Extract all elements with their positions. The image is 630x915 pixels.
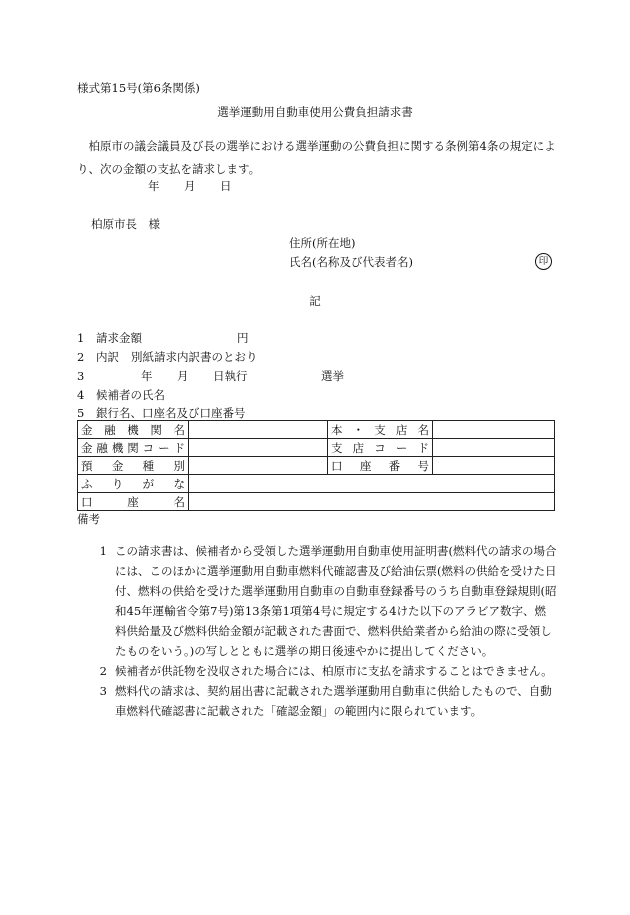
date-year: 年: [148, 179, 160, 193]
account-number-field[interactable]: [433, 457, 555, 475]
list-item: [77, 661, 557, 681]
financial-institution-label: 金融機関名: [78, 421, 189, 439]
election-text: 選挙: [321, 369, 344, 383]
intro-paragraph: [77, 135, 557, 180]
seal-mark: 印: [535, 253, 552, 270]
note-text: 燃料代の請求は、契約届出書に記載された選挙運動用自動車に供給したもので、自動車燃料代確認書に記載された「確認金額」の範囲内に限られています。: [115, 684, 552, 718]
yen-unit: 円: [237, 331, 249, 345]
account-number-label: 口座番号: [328, 457, 433, 475]
furigana-field[interactable]: [189, 475, 555, 493]
date-month: 月: [184, 179, 196, 193]
item-number: 5: [77, 406, 85, 420]
bank-table: [77, 420, 555, 511]
notes-list: [77, 541, 557, 721]
table-row: [78, 439, 555, 457]
account-name-field[interactable]: [189, 493, 555, 511]
candidate-label: 候補者の氏名: [96, 388, 165, 402]
item-number: 3: [77, 369, 85, 383]
election-year: 年: [141, 369, 153, 383]
table-row: [78, 457, 555, 475]
list-item: [77, 541, 557, 661]
claim-amount-label: 請求金額: [96, 331, 142, 345]
note-number: 1: [99, 544, 107, 558]
financial-institution-field[interactable]: [189, 421, 328, 439]
breakdown-label: 内訳: [96, 350, 119, 364]
form-title: 選挙運動用自動車使用公費負担請求書: [217, 105, 413, 119]
institution-code-field[interactable]: [189, 439, 328, 457]
note-text: 候補者が供託物を没収された場合には、柏原市に支払を請求することはできません。: [115, 664, 553, 678]
furigana-label: ふりがな: [78, 475, 189, 493]
deposit-type-field[interactable]: [189, 457, 328, 475]
branch-label: 本・支店名: [328, 421, 433, 439]
note-text: この請求書は、候補者から受領した選挙運動用自動車使用証明書(燃料代の請求の場合には、このほかに選挙運動用自動車燃料代確認書及び給油伝票(燃料の供給を受けた日付、燃料の供給を受けた選挙運動用自動車の自動車登録番号のうち自動車登録規則(昭和45年運輸省令第7号)第13条第1項第4号に規定する4けた以下のアラビア数字、燃料供給量及び燃料供給金額が記載された書面で、燃料供給業者から給油の際に受領したものをいう。)の写しとともに選挙の期日後速やかに提出してください。: [115, 544, 557, 658]
note-number: 2: [99, 664, 107, 678]
bank-label: 銀行名、口座名及び口座番号: [96, 406, 246, 420]
breakdown-text: 別紙請求内訳書のとおり: [131, 350, 258, 364]
address-label: 住所(所在地): [289, 236, 356, 250]
branch-field[interactable]: [433, 421, 555, 439]
item-number: 1: [77, 331, 85, 345]
note-number: 3: [99, 684, 107, 698]
table-row: [78, 421, 555, 439]
item-number: 4: [77, 388, 85, 402]
institution-code-label: 金融機関コード: [78, 439, 189, 457]
branch-code-label: 支店コード: [328, 439, 433, 457]
deposit-type-label: 預金種別: [78, 457, 189, 475]
table-row: [78, 475, 555, 493]
table-row: [78, 493, 555, 511]
date-day: 日: [220, 179, 232, 193]
branch-code-field[interactable]: [433, 439, 555, 457]
intro-text: 柏原市の議会議員及び長の選挙における選挙運動の公費負担に関する条例第4条の規定により、次の金額の支払を請求します。: [77, 139, 556, 176]
ki-heading: 記: [309, 294, 321, 308]
name-label: 氏名(名称及び代表者名): [289, 255, 413, 269]
item-number: 2: [77, 350, 85, 364]
addressee: 柏原市長 様: [91, 217, 160, 231]
form-number: 様式第15号(第6条関係): [77, 81, 200, 95]
election-day: 日執行: [213, 369, 248, 383]
election-month: 月: [177, 369, 189, 383]
notes-title: 備考: [77, 512, 100, 526]
account-name-label: 口座名: [78, 493, 189, 511]
list-item: [77, 681, 557, 721]
